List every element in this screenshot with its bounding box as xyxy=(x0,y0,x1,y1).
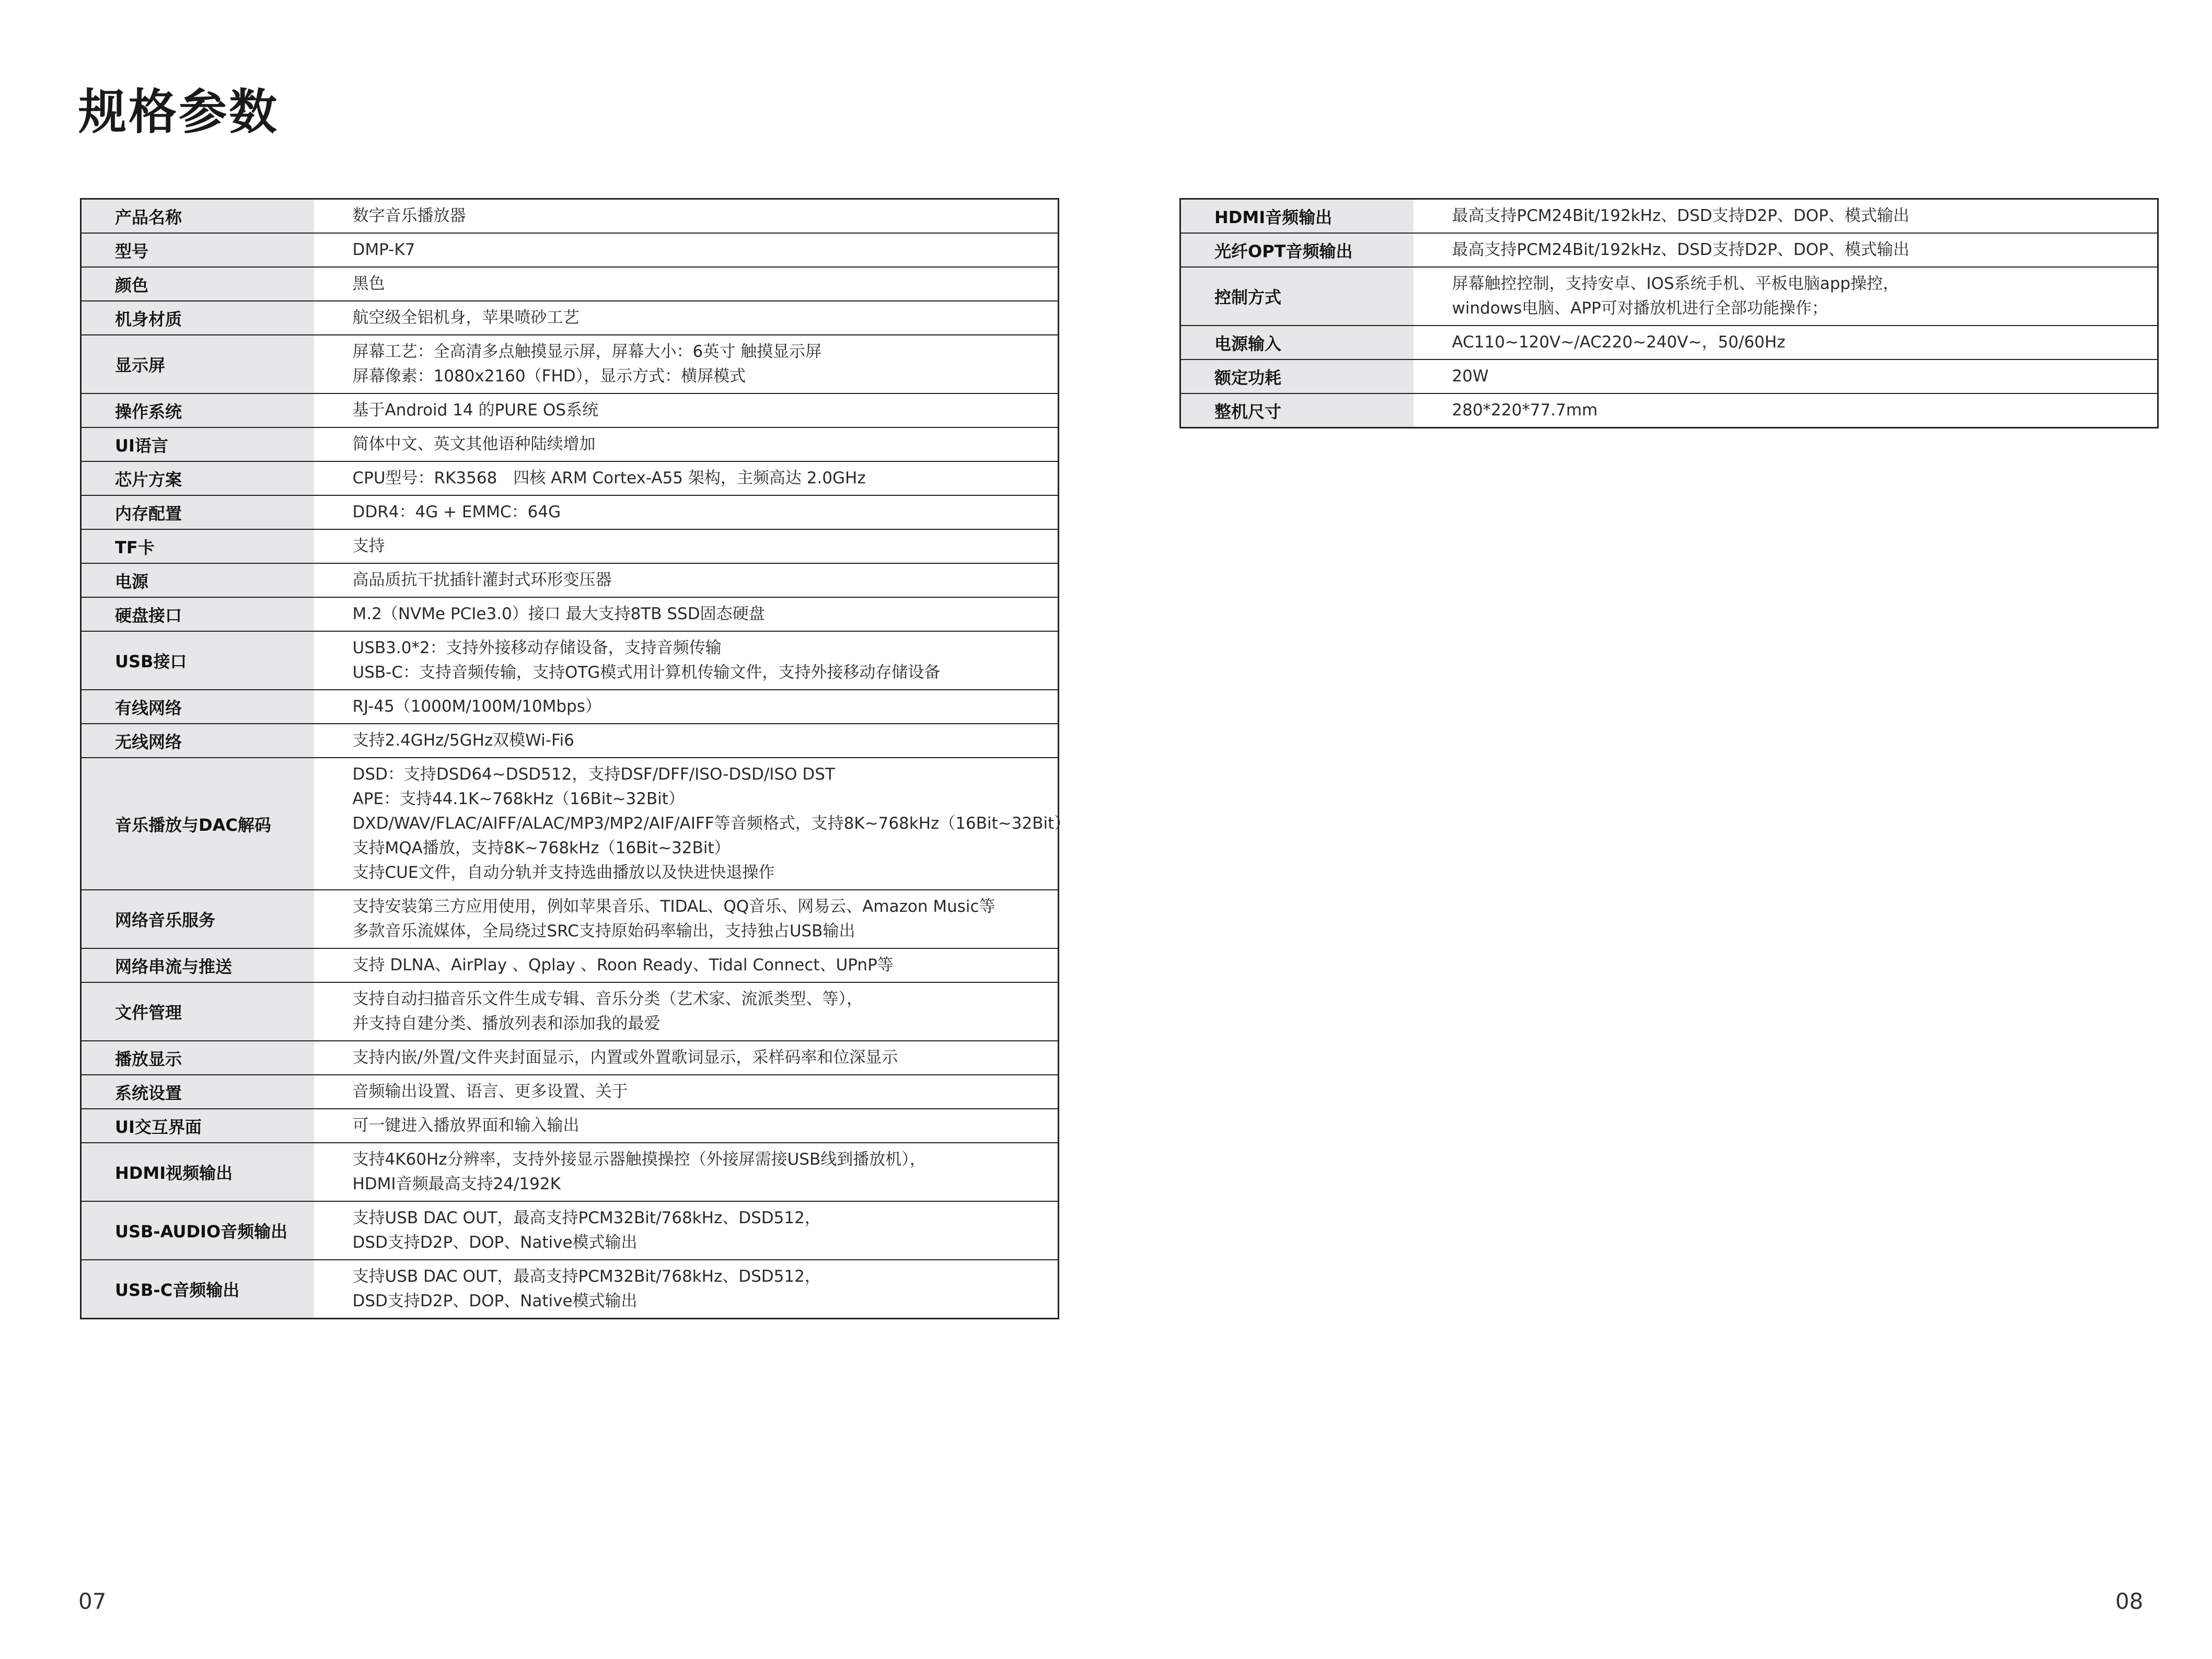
spec-value xyxy=(314,948,1059,982)
spec-label: 文件管理 xyxy=(81,982,314,1041)
spec-row xyxy=(81,758,1059,890)
spec-value xyxy=(314,758,1071,890)
spec-row xyxy=(81,690,1059,724)
spec-label: 显示屏 xyxy=(81,335,314,393)
spec-value-line: DMP-K7 xyxy=(352,240,415,259)
spec-table-right-body xyxy=(1180,199,2158,428)
spec-row xyxy=(1180,233,2158,267)
spec-value xyxy=(1414,359,2158,393)
spec-row xyxy=(81,461,1059,495)
spec-value xyxy=(314,233,1059,267)
spec-value-line: DXD/WAV/FLAC/AIFF/ALAC/MP3/MP2/AIF/AIFF等音频格式，支持8K~768kHz（16Bit~32Bit） xyxy=(352,814,1071,833)
spec-value-line: DSD：支持DSD64~DSD512，支持DSF/DFF/ISO-DSD/ISO DST xyxy=(352,765,835,784)
spec-value-line: 高品质抗干扰插针灌封式环形变压器 xyxy=(352,571,612,589)
spec-row xyxy=(81,233,1059,267)
spec-row xyxy=(81,427,1059,461)
spec-row xyxy=(81,982,1059,1041)
spec-value-line: AC110~120V~/AC220~240V~，50/60Hz xyxy=(1452,333,1786,352)
spec-value-line: 支持自动扫描音乐文件生成专辑、音乐分类（艺术家、流派类型、等）， xyxy=(352,990,863,1008)
spec-value-line: DSD支持D2P、DOP、Native模式输出 xyxy=(352,1292,638,1310)
spec-value-line: 支持CUE文件，自动分轨并支持选曲播放以及快进快退操作 xyxy=(352,863,775,882)
spec-value-line: 支持USB DAC OUT，最高支持PCM32Bit/768kHz、DSD512， xyxy=(352,1267,821,1286)
spec-row xyxy=(81,393,1059,427)
spec-row xyxy=(1180,326,2158,359)
spec-row xyxy=(81,1041,1059,1075)
spec-value-line: 航空级全铝机身，苹果喷砂工艺 xyxy=(352,308,580,327)
spec-value xyxy=(1414,393,2158,428)
spec-table-right xyxy=(1179,198,2159,428)
spec-value xyxy=(314,890,1059,948)
spec-value-line: DSD支持D2P、DOP、Native模式输出 xyxy=(352,1233,638,1252)
spec-label: USB接口 xyxy=(81,631,314,690)
spec-value xyxy=(1414,199,2158,234)
spec-table-left xyxy=(80,198,1071,1319)
spec-value-line: 简体中文、英文其他语种陆续增加 xyxy=(352,435,596,454)
spec-label: USB-C音频输出 xyxy=(81,1260,314,1319)
spec-value xyxy=(314,597,1059,631)
spec-value xyxy=(314,1143,1059,1201)
spec-label: 型号 xyxy=(81,233,314,267)
spec-label: 操作系统 xyxy=(81,393,314,427)
spec-row xyxy=(81,1075,1059,1109)
spec-row xyxy=(81,948,1059,982)
spec-label: UI语言 xyxy=(81,427,314,461)
spec-label: HDMI视频输出 xyxy=(81,1143,314,1201)
spec-value-line: 支持4K60Hz分辨率，支持外接显示器触摸操控（外接屏需接USB线到播放机）， xyxy=(352,1150,926,1169)
spec-label: 音乐播放与DAC解码 xyxy=(81,758,314,890)
spec-value-line: 支持 DLNA、AirPlay 、Qplay 、Roon Ready、Tidal Connect、UPnP等 xyxy=(352,956,894,974)
spec-label: 无线网络 xyxy=(81,724,314,758)
spec-value-line: 音频输出设置、语言、更多设置、关于 xyxy=(352,1082,628,1101)
spec-label: 内存配置 xyxy=(81,495,314,529)
spec-row xyxy=(1180,359,2158,393)
spec-value xyxy=(314,563,1059,597)
spec-value xyxy=(314,393,1059,427)
spec-row xyxy=(1180,267,2158,326)
spec-value-line: 基于Android 14 的PURE OS系统 xyxy=(352,401,598,420)
spec-label: 播放显示 xyxy=(81,1041,314,1075)
spec-label: 光纤OPT音频输出 xyxy=(1180,233,1414,267)
spec-row xyxy=(81,563,1059,597)
spec-row xyxy=(1180,199,2158,234)
spec-label: 系统设置 xyxy=(81,1075,314,1109)
spec-row xyxy=(81,267,1059,301)
spec-row xyxy=(81,1201,1059,1260)
spec-value-line: M.2（NVMe PCIe3.0）接口 最大支持8TB SSD固态硬盘 xyxy=(352,605,765,623)
spec-value xyxy=(314,427,1059,461)
spec-value-line: 支持 xyxy=(352,537,385,555)
spec-value-line: 黑色 xyxy=(352,274,385,293)
spec-value-line: 可一键进入播放界面和输入输出 xyxy=(352,1116,580,1135)
page-title: 规格参数 xyxy=(78,84,280,140)
spec-label: TF卡 xyxy=(81,529,314,563)
spec-value xyxy=(314,1041,1059,1075)
spec-row xyxy=(81,597,1059,631)
spec-value-line: USB-C：支持音频传输，支持OTG模式用计算机传输文件，支持外接移动存储设备 xyxy=(352,663,941,682)
spec-value-line: 屏幕工艺：全高清多点触摸显示屏，屏幕大小：6英寸 触摸显示屏 xyxy=(352,342,822,361)
spec-value xyxy=(314,1260,1059,1319)
spec-row xyxy=(81,335,1059,393)
spec-label: 硬盘接口 xyxy=(81,597,314,631)
spec-value xyxy=(314,199,1059,234)
spec-value xyxy=(314,267,1059,301)
spec-label: 整机尺寸 xyxy=(1180,393,1414,428)
spec-value-line: 支持安装第三方应用使用，例如苹果音乐、TIDAL、QQ音乐、网易云、Amazon Music等 xyxy=(352,897,995,916)
spec-label: 电源输入 xyxy=(1180,326,1414,359)
spec-value xyxy=(314,529,1059,563)
spec-label: 产品名称 xyxy=(81,199,314,234)
spec-value xyxy=(314,335,1059,393)
spec-label: 额定功耗 xyxy=(1180,359,1414,393)
spec-label: 网络音乐服务 xyxy=(81,890,314,948)
spec-value-line: CPU型号：RK3568 四核 ARM Cortex-A55 架构，主频高达 2.0GHz xyxy=(352,469,866,488)
spec-value-line: 并支持自建分类、播放列表和添加我的最爱 xyxy=(352,1014,661,1033)
spec-value xyxy=(314,461,1059,495)
spec-value xyxy=(1414,326,2158,359)
spec-label: 有线网络 xyxy=(81,690,314,724)
spec-value xyxy=(314,690,1059,724)
spec-value-line: 最高支持PCM24Bit/192kHz、DSD支持D2P、DOP、模式输出 xyxy=(1452,206,1909,225)
spec-label: USB-AUDIO音频输出 xyxy=(81,1201,314,1260)
spec-label: 颜色 xyxy=(81,267,314,301)
spec-value-line: 屏幕触控控制，支持安卓、IOS系统手机、平板电脑app操控， xyxy=(1452,274,1900,293)
page-number-right: 08 xyxy=(2115,1588,2144,1614)
spec-row xyxy=(81,495,1059,529)
spec-row xyxy=(81,1260,1059,1319)
spec-row xyxy=(1180,393,2158,428)
spec-value-line: 支持2.4GHz/5GHz双模Wi-Fi6 xyxy=(352,731,574,750)
spec-value xyxy=(314,1109,1059,1143)
spec-value-line: 最高支持PCM24Bit/192kHz、DSD支持D2P、DOP、模式输出 xyxy=(1452,240,1909,259)
spec-label: HDMI音频输出 xyxy=(1180,199,1414,234)
spec-row xyxy=(81,1109,1059,1143)
spec-value xyxy=(314,495,1059,529)
spec-value xyxy=(314,982,1059,1041)
spec-value-line: HDMI音频最高支持24/192K xyxy=(352,1175,561,1193)
spec-value-line: APE：支持44.1K~768kHz（16Bit~32Bit） xyxy=(352,790,685,808)
spec-value xyxy=(314,1075,1059,1109)
spec-value-line: 数字音乐播放器 xyxy=(352,206,466,225)
spec-row xyxy=(81,199,1059,234)
spec-value-line: USB3.0*2：支持外接移动存储设备，支持音频传输 xyxy=(352,639,722,657)
spec-value-line: 多款音乐流媒体，全局绕过SRC支持原始码率输出，支持独占USB输出 xyxy=(352,922,855,941)
spec-value-line: 20W xyxy=(1452,367,1489,386)
spec-value-line: 280*220*77.7mm xyxy=(1452,401,1598,420)
spec-row xyxy=(81,529,1059,563)
spec-value xyxy=(1414,267,2158,326)
spec-label: 机身材质 xyxy=(81,301,314,335)
spec-value-line: RJ-45（1000M/100M/10Mbps） xyxy=(352,697,601,716)
spec-value-line: 屏幕像素：1080x2160（FHD），显示方式：横屏模式 xyxy=(352,367,746,386)
spec-label: 网络串流与推送 xyxy=(81,948,314,982)
page-number-left: 07 xyxy=(78,1588,107,1614)
spec-label: 控制方式 xyxy=(1180,267,1414,326)
spec-row xyxy=(81,724,1059,758)
spec-value-line: 支持内嵌/外置/文件夹封面显示，内置或外置歌词显示，采样码率和位深显示 xyxy=(352,1048,898,1067)
spec-value xyxy=(314,631,1059,690)
spec-row xyxy=(81,631,1059,690)
spec-row xyxy=(81,890,1059,948)
spec-table-left-body xyxy=(81,199,1071,1319)
spec-value xyxy=(1414,233,2158,267)
spec-row xyxy=(81,1143,1059,1201)
spec-row xyxy=(81,301,1059,335)
spec-label: UI交互界面 xyxy=(81,1109,314,1143)
spec-value xyxy=(314,724,1059,758)
spec-value-line: 支持MQA播放，支持8K~768kHz（16Bit~32Bit） xyxy=(352,839,731,857)
spec-value xyxy=(314,301,1059,335)
spec-value xyxy=(314,1201,1059,1260)
spec-value-line: windows电脑、APP可对播放机进行全部功能操作； xyxy=(1452,299,1828,318)
spec-label: 芯片方案 xyxy=(81,461,314,495)
spec-value-line: 支持USB DAC OUT，最高支持PCM32Bit/768kHz、DSD512， xyxy=(352,1209,821,1227)
spec-value-line: DDR4：4G + EMMC：64G xyxy=(352,503,561,521)
spec-label: 电源 xyxy=(81,563,314,597)
